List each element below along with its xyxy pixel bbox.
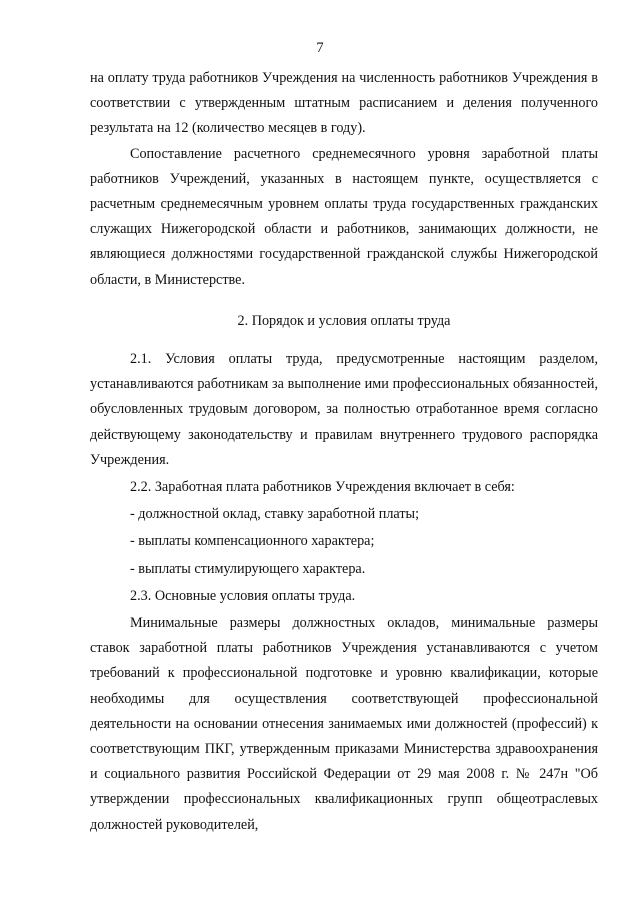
list-item: - выплаты стимулирующего характера. — [130, 560, 366, 577]
paragraph-2-1: 2.1. Условия оплаты труда, предусмотренные настоящим разделом, устанавливаются работникам за выполнение ими профессиональных обязанностей, обусловленных трудовым договором, за полностью отработанное время согласно действующему законодательству и правилам внутреннего трудового распорядка Учреждения. — [90, 351, 598, 468]
paragraph-continuation: на оплату труда работников Учреждения на численность работников Учреждения в соответствии с утвержденным штатным расписанием и деления полученного результата на 12 (количество месяцев в году). — [90, 70, 598, 137]
section-heading: 2. Порядок и условия оплаты труда — [237, 312, 451, 329]
paragraph-salary-comparison: Сопоставление расчетного среднемесячного уровня заработной платы работников Учреждений, указанных в настоящем пункте, осуществляется с расчетным среднемесячным уровнем оплаты труда государственных гражданских служащих Нижегородской области и работников, занимающих должности, не являющиеся должностями государственной гражданской службы Нижегородской области, в Министерстве. — [90, 145, 598, 288]
paragraph-minimum-salaries: Минимальные размеры должностных окладов, минимальные размеры ставок заработной платы работников Учреждения устанавливаются с учетом требований к профессиональной подготовке и уровню квалификации, которые необходимы для осуществления соответствующей профессиональной деятельности на основании отнесения занимаемых ими должностей (профессий) к соответствующим ПКГ, утвержденным приказами Министерства здравоохранения и социального развития Российской Федерации от 29 мая 2008 г. № 247н "Об утверждении профессиональных квалификационных групп общеотраслевых должностей руководителей, — [90, 615, 598, 833]
paragraph-2-2: 2.2. Заработная плата работников Учреждения включает в себя: — [130, 479, 515, 496]
list-item: - должностной оклад, ставку заработной платы; — [130, 506, 420, 523]
paragraph-2-3: 2.3. Основные условия оплаты труда. — [130, 587, 356, 604]
list-item: - выплаты компенсационного характера; — [130, 533, 375, 550]
page-number: 7 — [316, 40, 324, 56]
document-body — [90, 66, 598, 838]
